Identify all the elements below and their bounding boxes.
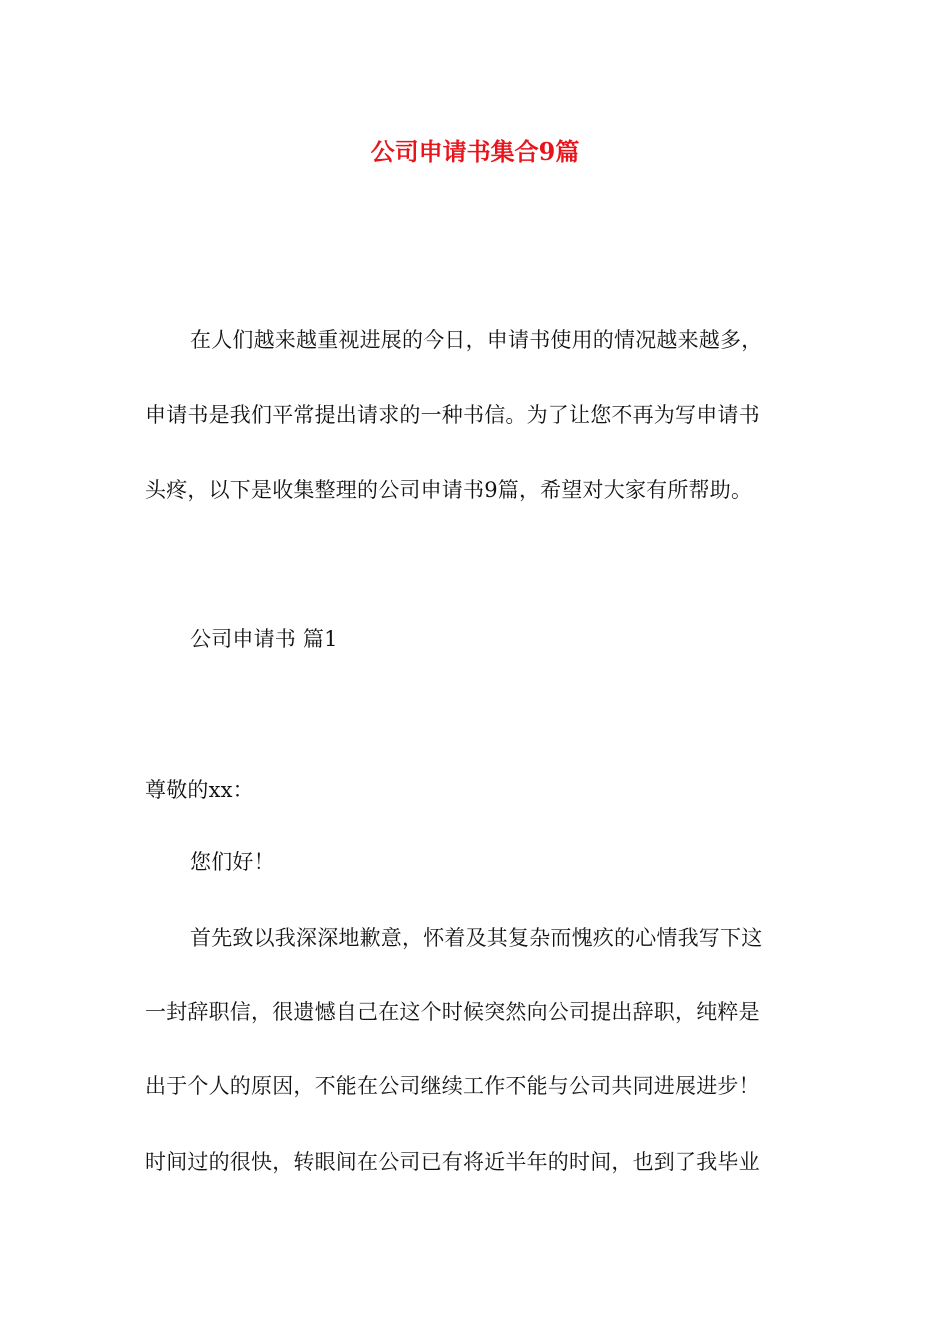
intro-line-3: 头疼，以下是收集整理的公司申请书9篇，希望对大家有所帮助。 [145,478,753,502]
section-heading: 公司申请书 篇1 [190,627,338,651]
document-title: 公司申请书集合9篇 [370,137,580,166]
intro-line-2: 申请书是我们平常提出请求的一种书信。为了让您不再为写申请书 [145,403,760,427]
body-line-4: 时间过的很快，转眼间在公司已有将近半年的时间，也到了我毕业 [145,1150,760,1174]
body-line-1: 首先致以我深深地歉意，怀着及其复杂而愧疚的心情我写下这 [190,926,763,950]
greeting: 您们好！ [190,850,275,874]
salutation: 尊敬的xx： [145,778,254,802]
body-line-3: 出于个人的原因，不能在公司继续工作不能与公司共同进展进步！ [145,1074,760,1098]
intro-line-1: 在人们越来越重视进展的今日，申请书使用的情况越来越多， [190,328,763,352]
body-line-2: 一封辞职信，很遗憾自己在这个时候突然向公司提出辞职，纯粹是 [145,1000,760,1024]
